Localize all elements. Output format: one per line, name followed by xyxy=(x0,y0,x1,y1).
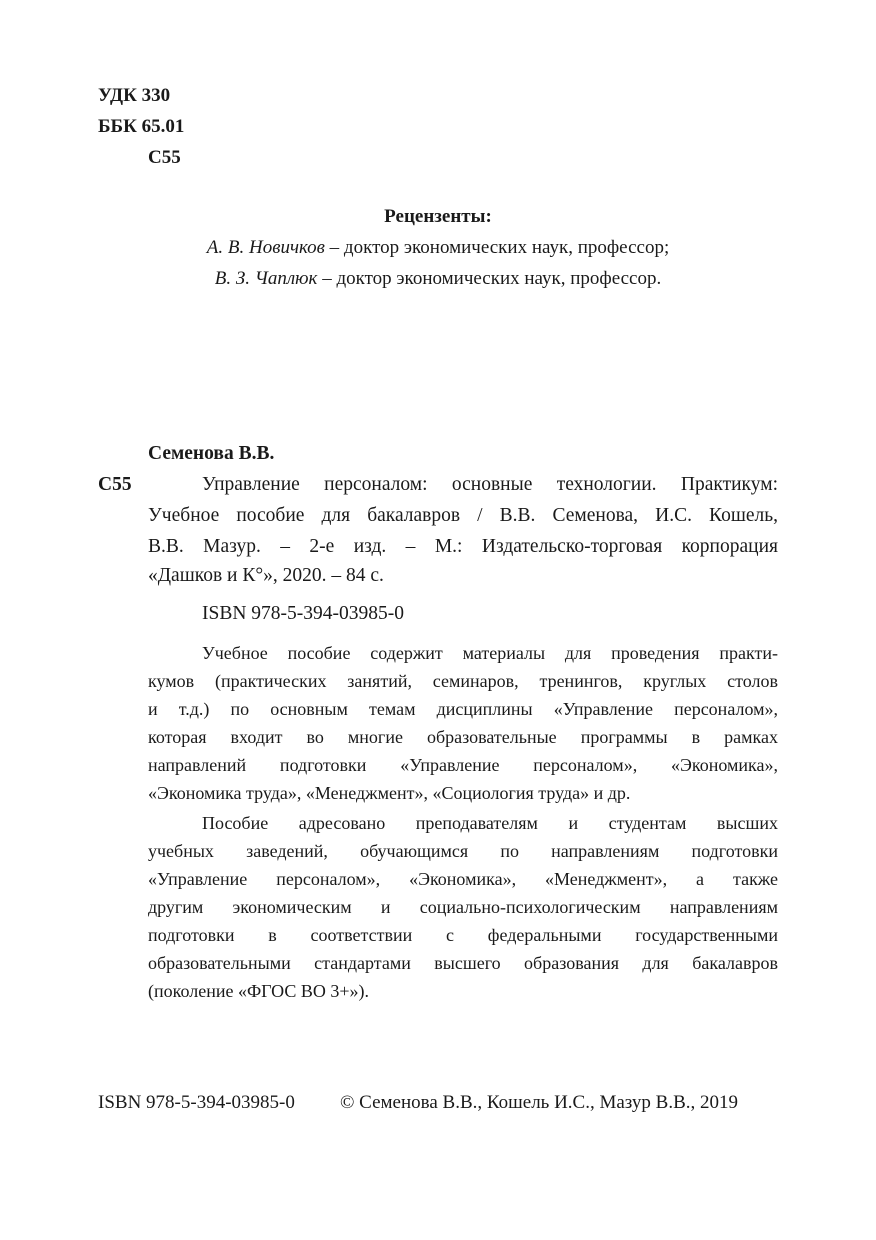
abstract-line: направлений подготовки «Управление персоналом», «Экономика», xyxy=(148,755,778,775)
abstract-line: учебных заведений, обучающимся по направлениям подготовки xyxy=(148,841,778,861)
bib-mark: С55 xyxy=(98,474,132,495)
footer-isbn: ISBN 978-5-394-03985-0 xyxy=(98,1092,295,1113)
abstract-line: Учебное пособие содержит материалы для проведения практи- xyxy=(202,643,778,663)
bib-isbn: ISBN 978-5-394-03985-0 xyxy=(202,603,405,624)
abstract-line: которая входит во многие образовательные программы в рамках xyxy=(148,727,778,747)
bib-line: Учебное пособие для бакалавров / В.В. Семенова, И.С. Кошель, xyxy=(148,505,778,526)
udk-code: УДК 330 xyxy=(98,85,171,106)
bib-line: «Дашков и К°», 2020. – 84 с. xyxy=(148,565,384,586)
reviewer-1 xyxy=(0,232,876,263)
bib-author: Семенова В.В. xyxy=(148,443,275,464)
bib-line: В.В. Мазур. – 2-е изд. – М.: Издательско-торговая корпорация xyxy=(148,536,778,557)
abstract-line: другим экономическим и социально-психологическим направлениям xyxy=(148,897,778,917)
abstract-line: кумов (практических занятий, семинаров, тренингов, круглых столов xyxy=(148,671,778,691)
reviewer-name: В. З. Чаплюк xyxy=(214,268,318,289)
abstract-line: и т.д.) по основным темам дисциплины «Управление персоналом», xyxy=(148,699,778,719)
abstract-line: «Управление персоналом», «Экономика», «Менеджмент», а также xyxy=(148,869,778,889)
reviewer-desc: – доктор экономических наук, профессор; xyxy=(324,237,670,258)
reviewer-2 xyxy=(0,263,876,294)
reviewer-name: А. В. Новичков xyxy=(206,237,325,258)
abstract-line: «Экономика труда», «Менеджмент», «Социология труда» и др. xyxy=(148,783,631,803)
abstract-line: образовательными стандартами высшего образования для бакалавров xyxy=(148,953,778,973)
abstract-line: Пособие адресовано преподавателям и студентам высших xyxy=(202,813,778,833)
bib-line: Управление персоналом: основные технологии. Практикум: xyxy=(202,474,778,495)
author-mark: С55 xyxy=(148,147,181,168)
abstract-line: подготовки в соответствии с федеральными государственными xyxy=(148,925,778,945)
footer-copyright: © Семенова В.В., Кошель И.С., Мазур В.В., 2019 xyxy=(340,1092,739,1113)
abstract-line: (поколение «ФГОС ВО 3+»). xyxy=(148,981,370,1001)
reviewers-heading: Рецензенты: xyxy=(384,206,492,227)
bbk-code: ББК 65.01 xyxy=(98,116,185,137)
reviewer-desc: – доктор экономических наук, профессор. xyxy=(317,268,662,289)
